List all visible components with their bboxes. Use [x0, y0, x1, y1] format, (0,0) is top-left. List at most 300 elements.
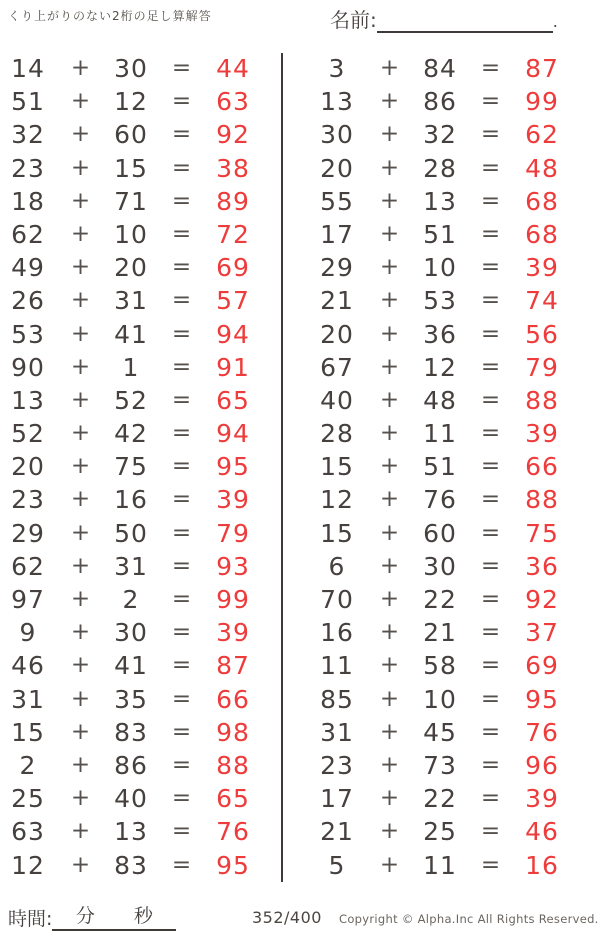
operand-b: 73 [423, 750, 457, 780]
problem-row [309, 815, 591, 848]
plus-sign: + [379, 552, 401, 579]
plus-sign: + [70, 751, 92, 778]
operand-a: 70 [320, 585, 354, 614]
problem-row [0, 318, 282, 351]
plus-sign: + [70, 619, 92, 646]
answer: 57 [216, 286, 250, 316]
name-label: 名前: [330, 8, 377, 32]
problem-row [0, 85, 282, 118]
answer: 16 [525, 850, 559, 880]
answer: 99 [525, 87, 559, 117]
plus-sign: + [70, 187, 92, 214]
problem-row [0, 284, 282, 317]
plus-sign: + [379, 652, 401, 679]
plus-sign: + [379, 751, 401, 778]
operand-b: 21 [423, 618, 457, 648]
problem-row [309, 417, 591, 450]
answer: 39 [216, 618, 250, 648]
problem-row [309, 683, 591, 716]
equals-sign: = [171, 718, 193, 745]
operand-b: 84 [423, 54, 457, 83]
seconds-label: 秒 [133, 905, 153, 927]
operand-b: 12 [114, 87, 148, 117]
plus-sign: + [70, 685, 92, 712]
operand-a: 25 [11, 784, 45, 814]
problem-row [0, 185, 282, 218]
answer: 76 [525, 717, 559, 747]
operand-a: 14 [11, 54, 45, 83]
operand-b: 25 [423, 817, 457, 847]
equals-sign: = [480, 154, 502, 181]
operand-b: 83 [114, 717, 148, 747]
plus-sign: + [70, 320, 92, 347]
equals-sign: = [171, 287, 193, 314]
plus-sign: + [70, 55, 92, 81]
operand-b: 31 [114, 286, 148, 316]
answer: 79 [216, 518, 250, 548]
problem-row [309, 284, 591, 317]
operand-a: 20 [320, 319, 354, 349]
time-label: 時間: [8, 908, 53, 930]
name-write-in-line [377, 9, 553, 33]
answer: 38 [216, 153, 250, 183]
equals-sign: = [480, 88, 502, 115]
problem-row [309, 716, 591, 749]
equals-sign: = [480, 386, 502, 413]
equals-sign: = [480, 619, 502, 646]
answer: 48 [525, 153, 559, 183]
equals-sign: = [480, 586, 502, 612]
equals-sign: = [480, 55, 502, 81]
equals-sign: = [480, 353, 502, 380]
plus-sign: + [379, 851, 401, 878]
equals-sign: = [480, 519, 502, 546]
answer: 99 [216, 585, 250, 614]
problem-row [309, 351, 591, 384]
equals-sign: = [171, 386, 193, 413]
answer: 92 [216, 120, 250, 150]
problem-row [309, 450, 591, 483]
operand-a: 23 [11, 153, 45, 183]
plus-sign: + [379, 586, 401, 612]
answer: 68 [525, 186, 559, 216]
answer: 91 [216, 352, 250, 382]
operand-a: 20 [320, 153, 354, 183]
operand-a: 55 [320, 186, 354, 216]
operand-a: 97 [11, 585, 45, 614]
operand-b: 2 [122, 585, 140, 614]
problem-row [309, 649, 591, 682]
minutes-label: 分 [75, 905, 95, 927]
operand-a: 30 [320, 120, 354, 150]
equals-sign: = [171, 320, 193, 347]
equals-sign: = [171, 785, 193, 812]
problem-row [0, 483, 282, 516]
answer: 37 [525, 618, 559, 648]
operand-b: 53 [423, 286, 457, 316]
problem-row [0, 351, 282, 384]
answer: 63 [216, 87, 250, 117]
problem-row [309, 583, 591, 616]
plus-sign: + [70, 121, 92, 148]
problem-row [0, 251, 282, 284]
plus-sign: + [70, 486, 92, 513]
equals-sign: = [171, 121, 193, 148]
operand-b: 31 [114, 551, 148, 581]
answer: 44 [216, 54, 250, 83]
operand-a: 3 [328, 54, 346, 83]
answer: 92 [525, 585, 559, 614]
plus-sign: + [379, 685, 401, 712]
problem-row [0, 417, 282, 450]
plus-sign: + [70, 586, 92, 612]
answer: 94 [216, 319, 250, 349]
answer: 95 [216, 452, 250, 482]
problem-row [309, 849, 591, 882]
equals-sign: = [480, 851, 502, 878]
operand-b: 41 [114, 651, 148, 681]
answer: 76 [216, 817, 250, 847]
answer: 74 [525, 286, 559, 316]
operand-a: 63 [11, 817, 45, 847]
equals-sign: = [171, 751, 193, 778]
operand-b: 71 [114, 186, 148, 216]
answer: 95 [216, 850, 250, 880]
operand-b: 16 [114, 485, 148, 515]
equals-sign: = [171, 187, 193, 214]
equals-sign: = [480, 320, 502, 347]
operand-a: 23 [11, 485, 45, 515]
answer: 66 [216, 684, 250, 714]
operand-a: 26 [11, 286, 45, 316]
operand-a: 90 [11, 352, 45, 382]
plus-sign: + [379, 88, 401, 115]
operand-b: 13 [114, 817, 148, 847]
problem-row [0, 384, 282, 417]
answer: 89 [216, 186, 250, 216]
problem-row [0, 152, 282, 185]
plus-sign: + [70, 785, 92, 812]
equals-sign: = [480, 486, 502, 513]
operand-a: 32 [11, 120, 45, 150]
equals-sign: = [171, 453, 193, 480]
equals-sign: = [171, 254, 193, 281]
plus-sign: + [70, 519, 92, 546]
equals-sign: = [171, 220, 193, 247]
equals-sign: = [480, 453, 502, 480]
problem-row [0, 849, 282, 882]
problems-column-left [0, 52, 282, 882]
operand-b: 22 [423, 784, 457, 814]
problem-row [0, 749, 282, 782]
problem-row [309, 52, 591, 85]
operand-a: 12 [11, 850, 45, 880]
answer: 98 [216, 717, 250, 747]
operand-b: 30 [114, 618, 148, 648]
plus-sign: + [70, 552, 92, 579]
equals-sign: = [480, 552, 502, 579]
plus-sign: + [379, 818, 401, 845]
plus-sign: + [379, 353, 401, 380]
problem-row [0, 517, 282, 550]
equals-sign: = [171, 88, 193, 115]
problem-row [0, 782, 282, 815]
equals-sign: = [480, 685, 502, 712]
equals-sign: = [480, 652, 502, 679]
answer: 39 [525, 419, 559, 449]
plus-sign: + [379, 519, 401, 546]
equals-sign: = [171, 55, 193, 81]
operand-a: 11 [320, 651, 354, 681]
problem-row [309, 517, 591, 550]
operand-b: 12 [423, 352, 457, 382]
plus-sign: + [379, 320, 401, 347]
answer: 39 [525, 253, 559, 283]
operand-a: 28 [320, 419, 354, 449]
operand-b: 86 [114, 750, 148, 780]
plus-sign: + [70, 154, 92, 181]
operand-b: 76 [423, 485, 457, 515]
operand-b: 75 [114, 452, 148, 482]
plus-sign: + [70, 353, 92, 380]
problem-row [0, 616, 282, 649]
equals-sign: = [171, 619, 193, 646]
plus-sign: + [70, 420, 92, 447]
operand-b: 11 [423, 850, 457, 880]
name-field [330, 4, 558, 33]
answer: 94 [216, 419, 250, 449]
operand-a: 15 [320, 518, 354, 548]
plus-sign: + [70, 220, 92, 247]
equals-sign: = [171, 851, 193, 878]
operand-b: 11 [423, 419, 457, 449]
plus-sign: + [379, 187, 401, 214]
plus-sign: + [70, 818, 92, 845]
plus-sign: + [379, 420, 401, 447]
operand-b: 58 [423, 651, 457, 681]
operand-b: 60 [423, 518, 457, 548]
equals-sign: = [480, 254, 502, 281]
answer: 56 [525, 319, 559, 349]
operand-b: 35 [114, 684, 148, 714]
operand-a: 13 [11, 385, 45, 415]
problem-row [309, 152, 591, 185]
answer: 93 [216, 551, 250, 581]
problem-row [0, 649, 282, 682]
operand-a: 21 [320, 817, 354, 847]
plus-sign: + [379, 486, 401, 513]
operand-b: 10 [423, 684, 457, 714]
time-field [8, 901, 176, 931]
operand-a: 51 [11, 87, 45, 117]
operand-a: 21 [320, 286, 354, 316]
answer: 88 [216, 750, 250, 780]
plus-sign: + [379, 453, 401, 480]
operand-b: 40 [114, 784, 148, 814]
operand-a: 62 [11, 551, 45, 581]
operand-a: 31 [320, 717, 354, 747]
problem-row [309, 749, 591, 782]
answer: 66 [525, 452, 559, 482]
answer: 39 [525, 784, 559, 814]
operand-b: 50 [114, 518, 148, 548]
operand-a: 29 [320, 253, 354, 283]
operand-b: 42 [114, 419, 148, 449]
operand-a: 6 [328, 551, 346, 581]
operand-b: 13 [423, 186, 457, 216]
plus-sign: + [379, 619, 401, 646]
operand-a: 13 [320, 87, 354, 117]
operand-a: 67 [320, 352, 354, 382]
problem-row [309, 384, 591, 417]
equals-sign: = [171, 519, 193, 546]
operand-a: 18 [11, 186, 45, 216]
plus-sign: + [70, 851, 92, 878]
problem-row [309, 218, 591, 251]
problem-row [0, 583, 282, 616]
plus-sign: + [379, 254, 401, 281]
operand-a: 49 [11, 253, 45, 283]
operand-b: 48 [423, 385, 457, 415]
plus-sign: + [379, 220, 401, 247]
answer: 36 [525, 551, 559, 581]
operand-a: 5 [328, 850, 346, 880]
plus-sign: + [379, 121, 401, 148]
plus-sign: + [70, 88, 92, 115]
plus-sign: + [70, 718, 92, 745]
time-write-in-line [52, 901, 176, 931]
equals-sign: = [480, 420, 502, 447]
operand-b: 83 [114, 850, 148, 880]
operand-b: 51 [423, 219, 457, 249]
problem-row [309, 616, 591, 649]
problem-row [309, 782, 591, 815]
operand-a: 31 [11, 684, 45, 714]
equals-sign: = [171, 353, 193, 380]
answer: 65 [216, 784, 250, 814]
name-line-period: . [552, 12, 558, 31]
answer: 46 [525, 817, 559, 847]
equals-sign: = [171, 420, 193, 447]
operand-a: 29 [11, 518, 45, 548]
plus-sign: + [379, 287, 401, 314]
answer: 87 [525, 54, 559, 83]
answer: 69 [525, 651, 559, 681]
operand-b: 52 [114, 385, 148, 415]
problem-row [309, 483, 591, 516]
page-number: 352/400 [252, 908, 322, 927]
equals-sign: = [480, 287, 502, 314]
answer: 39 [216, 485, 250, 515]
operand-a: 62 [11, 219, 45, 249]
operand-b: 20 [114, 253, 148, 283]
column-divider-line [281, 53, 283, 882]
plus-sign: + [70, 652, 92, 679]
answer: 96 [525, 750, 559, 780]
answer: 88 [525, 485, 559, 515]
problem-row [0, 218, 282, 251]
plus-sign: + [379, 154, 401, 181]
operand-a: 15 [11, 717, 45, 747]
equals-sign: = [480, 718, 502, 745]
plus-sign: + [379, 386, 401, 413]
operand-b: 10 [114, 219, 148, 249]
problem-row [309, 85, 591, 118]
plus-sign: + [70, 254, 92, 281]
copyright-notice: Copyright © Alpha.Inc All Rights Reserved. [339, 912, 599, 926]
answer: 65 [216, 385, 250, 415]
equals-sign: = [171, 652, 193, 679]
problem-row [309, 318, 591, 351]
problem-row [0, 118, 282, 151]
plus-sign: + [379, 718, 401, 745]
problem-row [0, 450, 282, 483]
problem-row [309, 118, 591, 151]
answer: 72 [216, 219, 250, 249]
problem-row [0, 52, 282, 85]
equals-sign: = [480, 220, 502, 247]
operand-b: 30 [114, 54, 148, 83]
plus-sign: + [379, 785, 401, 812]
operand-a: 17 [320, 219, 354, 249]
equals-sign: = [480, 121, 502, 148]
equals-sign: = [171, 586, 193, 612]
operand-b: 15 [114, 153, 148, 183]
operand-b: 32 [423, 120, 457, 150]
page-title: くり上がりのない2桁の足し算解答 [8, 9, 212, 23]
operand-a: 23 [320, 750, 354, 780]
equals-sign: = [171, 685, 193, 712]
problem-row [0, 550, 282, 583]
problem-row [0, 815, 282, 848]
answer: 79 [525, 352, 559, 382]
answer: 69 [216, 253, 250, 283]
answer: 62 [525, 120, 559, 150]
operand-a: 46 [11, 651, 45, 681]
problems-column-right [309, 52, 591, 882]
problem-row [309, 251, 591, 284]
equals-sign: = [480, 785, 502, 812]
problem-row [0, 716, 282, 749]
equals-sign: = [480, 187, 502, 214]
operand-a: 52 [11, 419, 45, 449]
operand-b: 60 [114, 120, 148, 150]
operand-b: 51 [423, 452, 457, 482]
problem-row [309, 550, 591, 583]
operand-a: 17 [320, 784, 354, 814]
plus-sign: + [70, 287, 92, 314]
plus-sign: + [379, 55, 401, 81]
operand-b: 86 [423, 87, 457, 117]
operand-a: 85 [320, 684, 354, 714]
answer: 87 [216, 651, 250, 681]
answer: 95 [525, 684, 559, 714]
equals-sign: = [171, 552, 193, 579]
plus-sign: + [70, 386, 92, 413]
answer: 75 [525, 518, 559, 548]
problem-row [309, 185, 591, 218]
operand-a: 9 [19, 618, 37, 648]
equals-sign: = [480, 818, 502, 845]
operand-b: 36 [423, 319, 457, 349]
operand-b: 45 [423, 717, 457, 747]
operand-b: 10 [423, 253, 457, 283]
operand-a: 16 [320, 618, 354, 648]
operand-a: 53 [11, 319, 45, 349]
answer: 88 [525, 385, 559, 415]
operand-b: 28 [423, 153, 457, 183]
operand-a: 2 [19, 750, 37, 780]
